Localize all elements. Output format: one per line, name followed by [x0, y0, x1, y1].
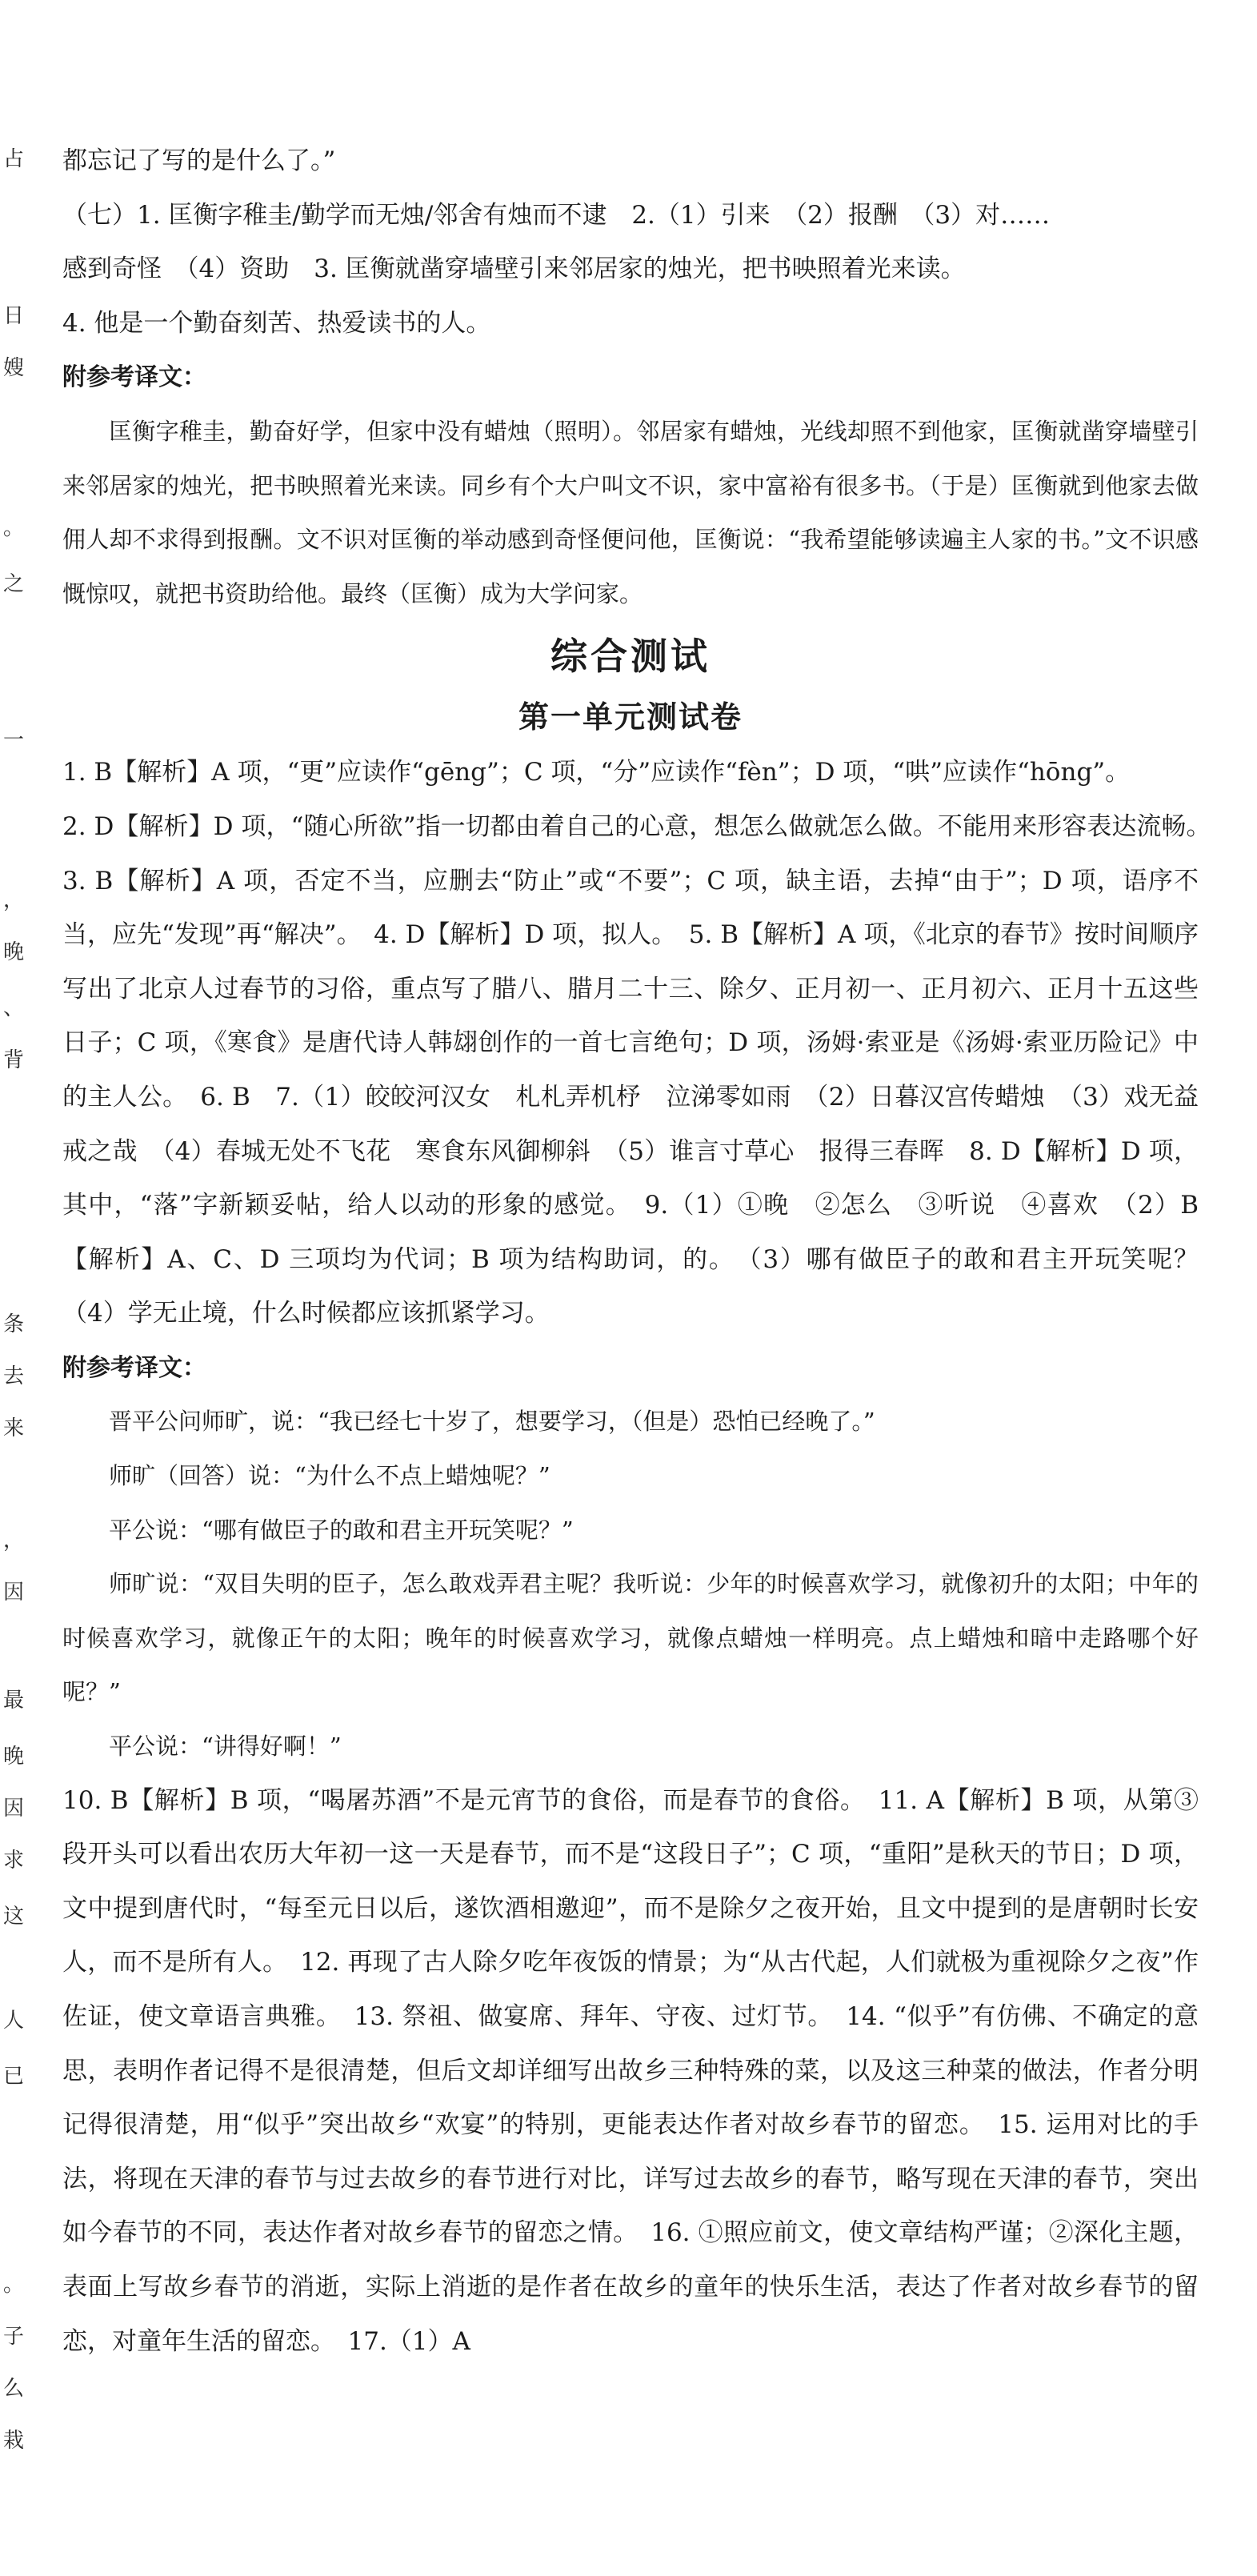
margin-char: 已 [3, 2065, 25, 2089]
margin-char: 晚 [3, 1745, 25, 1769]
margin-char: 条 [3, 1312, 25, 1336]
margin-char: ， [3, 1528, 25, 1552]
margin-char: 之 [3, 572, 25, 596]
margin-char: 子 [3, 2325, 25, 2349]
answer-block: 10. B【解析】B 项，“喝屠苏酒”不是元宵节的食俗，而是春节的食俗。 11. A【解析】B 项，从第③段开头可以看出农历大年初一这一天是春节，而不是“这段日子”；C 项，“重阳”是秋天的节日；D 项，文中提到唐代时，“每至元日以后，遂饮酒相邀迎”，而不是除夕之夜开始，且文中提到的是唐朝时长安人，而不是所有人。 12. 再现了古人除夕吃年夜饭的情景；为“从古代起，人们就极为重视除夕之夜”作佐证，使文章语言典雅。 13. 祭祖、做宴席、拜年、守夜、过灯节。 14. “似乎”有仿佛、不确定的意思，表明作者记得不是很清楚，但后文却详细写出故乡三种特殊的菜，以及这三种菜的做法，作者分明记得很清楚，用“似乎”突出故乡“欢宴”的特别，更能表达作者对故乡春节的留恋。 15. 运用对比的手法，将现在天津的春节与过去故乡的春节进行对比，详写过去故乡的春节，略写现在天津的春节，突出如今春节的不同，表达作者对故乡春节的留恋之情。 16. ①照应前文，使文章结构严谨；②深化主题，表面上写故乡春节的消逝，实际上消逝的是作者在故乡的童年的快乐生活，表达了作者对故乡春节的留恋，对童年生活的留恋。 17.（1）A [62, 1785, 1199, 2356]
answer-block: 1. B【解析】A 项，“更”应读作“gēng”；C 项，“分”应读作“fèn”；D 项，“哄”应读作“hōng”。 [62, 758, 1131, 787]
margin-char: ， [3, 888, 25, 912]
reference-translation-label: 附参考译文： [62, 363, 206, 392]
margin-char: 因 [3, 1580, 25, 1604]
text-line: 4. 他是一个勤奋刻苦、热爱读书的人。 [62, 308, 491, 338]
margin-char: 。 [3, 2273, 25, 2297]
margin-char: 最 [3, 1689, 25, 1713]
translation-paragraph: 平公说：“讲得好啊！” [109, 1733, 342, 1761]
unit-title: 第一单元测试卷 [518, 699, 743, 735]
margin-char: 日 [3, 304, 25, 328]
section-title: 综合测试 [550, 635, 711, 679]
margin-char: 人 [3, 2009, 25, 2033]
margin-char: 么 [3, 2377, 25, 2401]
text-line: 都忘记了写的是什么了。” [62, 146, 336, 175]
margin-char: 这 [3, 1905, 25, 1929]
reference-translation-label: 附参考译文： [62, 1353, 206, 1382]
margin-char: 背 [3, 1048, 25, 1072]
margin-char: 晚 [3, 940, 25, 964]
margin-char: 来 [3, 1416, 25, 1440]
text-line: （七）1. 匡衡字稚圭/勤学而无烛/邻舍有烛而不逮 2.（1）引来 （2）报酬 （3）对…… [62, 200, 1051, 230]
margin-char: 、 [3, 996, 25, 1020]
translation-paragraph: 晋平公问师旷，说：“我已经七十岁了，想要学习，（但是）恐怕已经晚了。” [109, 1408, 875, 1436]
translation-paragraph: 师旷（回答）说：“为什么不点上蜡烛呢？” [109, 1462, 550, 1490]
margin-char: 占 [3, 147, 25, 171]
margin-char: 求 [3, 1849, 25, 1873]
translation-paragraph: 师旷说：“双目失明的臣子，怎么敢戏弄君主呢？我听说：少年的时候喜欢学习，就像初升的太阳；中年的时候喜欢学习，就像正午的太阳；晚年的时候喜欢学习，就像点蜡烛一样明亮。点上蜡烛和暗中走路哪个好呢？” [62, 1570, 1199, 1706]
margin-char: 。 [3, 516, 25, 540]
left-margin-column [0, 0, 29, 2576]
reference-translation: 匡衡字稚圭，勤奋好学，但家中没有蜡烛（照明）。邻居家有蜡烛，光线却照不到他家，匡衡就凿穿墙壁引来邻居家的烛光，把书映照着光来读。同乡有个大户叫文不识，家中富裕有很多书。（于是）匡衡就到他家去做佣人却不求得到报酬。文不识对匡衡的举动感到奇怪便问他，匡衡说：“我希望能够读遍主人家的书。”文不识感慨惊叹，就把书资助给他。最终（匡衡）成为大学问家。 [62, 417, 1199, 607]
answer-page [62, 134, 1223, 2369]
margin-char: 栽 [3, 2429, 25, 2453]
answer-block: 2. D【解析】D 项，“随心所欲”指一切都由着自己的心意，想怎么做就怎么做。不能用来形容表达流畅。 3. B【解析】A 项，否定不当，应删去“防止”或“不要”；C 项，缺主语，去掉“由于”；D 项，语序不当，应先“发现”再“解决”。 4. D【解析】D 项，拟人。 5. B【解析】A 项，《北京的春节》按时间顺序写出了北京人过春节的习俗，重点写了腊八、腊月二十三、除夕、正月初一、正月初六、正月十五这些日子；C 项，《寒食》是唐代诗人韩翃创作的一首七言绝句；D 项，汤姆·索亚是《汤姆·索亚历险记》中的主人公。 6. B 7.（1）皎皎河汉女 札札弄机杼 泣涕零如雨 （2）日暮汉宫传蜡烛 （3）戏无益 戒之哉 （4）春城无处不飞花 寒食东风御柳斜 （5）谁言寸草心 报得三春晖 8. D【解析】D 项，其中，“落”字新颖妥帖，给人以动的形象的感觉。 9.（1）①晚 ②怎么 ③听说 ④喜欢 （2）B【解析】A、C、D 三项均为代词；B 项为结构助词，的。 （3）哪有做臣子的敢和君主开玩笑呢？ （4）学无止境，什么时候都应该抓紧学习。 [62, 811, 1223, 1328]
margin-char: 去 [3, 1364, 25, 1388]
margin-char: 一 [3, 728, 25, 752]
margin-char: 嫂 [3, 356, 25, 380]
translation-paragraph: 平公说：“哪有做臣子的敢和君主开玩笑呢？” [109, 1516, 574, 1544]
text-line: 感到奇怪 （4）资助 3. 匡衡就凿穿墙壁引来邻居家的烛光，把书映照着光来读。 [62, 254, 966, 284]
margin-char: 因 [3, 1797, 25, 1821]
